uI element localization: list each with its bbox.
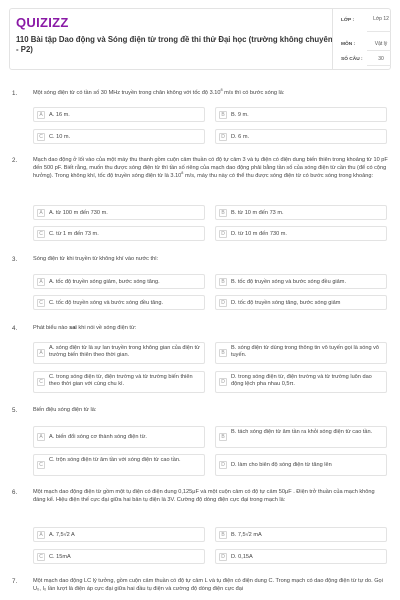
option-letter: B xyxy=(219,111,227,119)
option-d[interactable] xyxy=(215,129,387,144)
option-d[interactable] xyxy=(215,226,387,241)
superscript: 8 xyxy=(181,170,184,175)
question-emphasis: sai xyxy=(69,325,77,331)
option-text: A. từ 100 m đến 730 m. xyxy=(49,209,108,216)
option-text: C. 15mA xyxy=(49,553,71,560)
option-a[interactable] xyxy=(33,426,205,448)
option-d[interactable] xyxy=(215,295,387,310)
question-number: 3. xyxy=(12,256,18,263)
option-c[interactable] xyxy=(33,295,205,310)
option-letter: C xyxy=(37,299,45,307)
quizizz-logo: QUIZIZZ xyxy=(16,15,69,30)
meta-panel xyxy=(332,9,391,70)
class-value: Lớp 12 xyxy=(373,16,389,22)
question-text-part: khi nói về sóng điện từ: xyxy=(76,325,137,331)
option-d[interactable] xyxy=(215,454,387,476)
option-letter: D xyxy=(219,553,227,561)
option-text: C. trộn sóng điện từ âm tần với sóng điện từ cao tần. xyxy=(49,456,181,463)
subject-value: Vật lý xyxy=(374,41,388,47)
option-text: A. biến đổi sóng cơ thành sóng điện từ. xyxy=(49,434,147,440)
option-letter: A xyxy=(37,531,45,539)
option-letter: D xyxy=(219,299,227,307)
option-letter: B xyxy=(219,278,227,286)
option-a[interactable] xyxy=(33,342,205,364)
option-text: C. từ 1 m đến 73 m. xyxy=(49,230,99,237)
option-c[interactable] xyxy=(33,226,205,241)
option-a[interactable] xyxy=(33,107,205,122)
option-b[interactable] xyxy=(215,274,387,289)
question-text xyxy=(33,90,388,98)
option-text: A. tốc độ truyền sóng giảm, bước sóng tăng. xyxy=(49,278,160,285)
superscript: 8 xyxy=(220,88,223,93)
question-number: 4. xyxy=(12,325,18,332)
option-a[interactable] xyxy=(33,527,205,542)
count-value: 30 xyxy=(378,56,384,62)
worksheet-title: 110 Bài tập Dao động và Sóng điện từ trong đề thi thử Đại học (trường không chuyên - P2) xyxy=(16,35,333,54)
option-letter: B xyxy=(219,349,227,357)
option-letter: B xyxy=(219,531,227,539)
option-letter: B xyxy=(219,433,227,441)
option-c[interactable] xyxy=(33,549,205,564)
option-letter: A xyxy=(37,349,45,357)
option-letter: C xyxy=(37,133,45,141)
question-text xyxy=(33,157,388,180)
option-letter: A xyxy=(37,278,45,286)
option-text: D. từ 10 m đến 730 m. xyxy=(231,230,287,237)
question-text-part: m/s, máy thu này có thể thu được sóng điện từ có bước sóng trong khoảng: xyxy=(183,172,374,179)
option-b[interactable] xyxy=(215,205,387,220)
question-text-part: Mạch dao động ở lối vào của một máy thu thanh gồm cuộn cảm thuần có độ tự cảm 3 và tụ điện có điện dung biến thiên trong khoảng từ 10 pF đến 500 pF. Biết rằng, muốn thu được sóng điện từ thì tần số riêng của mạch dao động phải bằng tần số của sóng điện từ cần thu (để có cộng hưởng). Trong không khí, tốc độ truyền sóng điện từ là 3.10 xyxy=(33,157,388,179)
question-text-part: Một sóng điện từ có tần số 30 MHz truyền trong chân không với tốc độ 3.10 xyxy=(33,90,221,96)
option-d[interactable] xyxy=(215,549,387,564)
option-text: B. tách sóng điện từ âm tần ra khỏi sóng điện từ cao tần. xyxy=(231,428,373,435)
count-underline xyxy=(367,65,391,66)
class-underline xyxy=(367,31,391,32)
question-number: 1. xyxy=(12,90,18,97)
option-letter: D xyxy=(219,230,227,238)
option-b[interactable] xyxy=(215,107,387,122)
option-text: B. sóng điện từ dùng trong thông tin vô tuyến gọi là sóng vô tuyến. xyxy=(231,344,380,358)
question-text: Một mạch dao động LC lý tưởng, gồm cuộn cảm thuần có độ tự cảm L và tụ điện có điện dung C. Trong mạch có dao động điện từ tự do. Gọi U₀, I₀ lần lượt là điện áp cực đại giữa hai đầu tụ điện và cường độ dòng điện cực đại xyxy=(33,578,383,592)
option-d[interactable] xyxy=(215,371,387,393)
question-text xyxy=(33,325,388,333)
option-text: D. làm cho biên độ sóng điện từ tăng lên xyxy=(231,462,332,468)
question-number: 5. xyxy=(12,407,18,414)
option-text: B. tốc độ truyền sóng và bước sóng đều giảm. xyxy=(231,278,347,285)
option-text: B. 7,5√2 mA xyxy=(231,531,262,538)
question-number: 6. xyxy=(12,489,18,496)
option-b[interactable] xyxy=(215,426,387,448)
option-letter: B xyxy=(219,209,227,217)
question-text-part: m/s thì có bước sóng là: xyxy=(222,90,285,96)
option-letter: A xyxy=(37,433,45,441)
option-letter: C xyxy=(37,461,45,469)
option-letter: C xyxy=(37,230,45,238)
question-number: 7. xyxy=(12,578,18,585)
option-text: D. tốc độ truyền sóng tăng, bước sóng giảm xyxy=(231,299,341,306)
option-letter: A xyxy=(37,111,45,119)
option-text: C. 10 m. xyxy=(49,133,71,140)
question-text: Biến điệu sóng điện từ là: xyxy=(33,407,97,413)
option-b[interactable] xyxy=(215,342,387,364)
question-number: 2. xyxy=(12,157,18,164)
class-label: LỚP : xyxy=(341,18,355,23)
option-text: B. 9 m. xyxy=(231,111,249,118)
option-letter: A xyxy=(37,209,45,217)
question-text: Sóng điện từ khi truyền từ không khí vào nước thì: xyxy=(33,256,159,262)
option-c[interactable] xyxy=(33,371,205,393)
question-text-part: Phát biểu nào xyxy=(33,325,70,331)
option-letter: D xyxy=(219,461,227,469)
option-b[interactable] xyxy=(215,527,387,542)
option-letter: C xyxy=(37,378,45,386)
question-text: Một mạch dao động điện từ gồm một tụ điện có điện dung 0,125μF và một cuộn cảm có độ tự cảm 50μF . Điện trở thuần của mạch không đáng kể. Hiệu điện thế cực đại giữa hai bản tụ điện là 3V. Cường độ dòng điện cực đại trong mạch là: xyxy=(33,489,375,503)
option-text: D. 0,15A xyxy=(231,553,253,560)
option-letter: D xyxy=(219,378,227,386)
option-text: A. sóng điện từ là sự lan truyền trong không gian của điện từ trường biến thiên theo thời gian. xyxy=(49,344,200,358)
option-text: A. 7,5√2 A xyxy=(49,531,75,538)
option-text: B. từ 10 m đến 73 m. xyxy=(231,209,284,216)
subject-underline xyxy=(367,50,391,51)
option-c[interactable] xyxy=(33,454,205,476)
option-c[interactable] xyxy=(33,129,205,144)
option-letter: C xyxy=(37,553,45,561)
option-text: C. trong sóng điện từ, điện trường và từ trường biến thiên theo thời gian với cùng chu kì. xyxy=(49,373,193,387)
option-text: D. 6 m. xyxy=(231,133,250,140)
option-letter: D xyxy=(219,133,227,141)
option-a[interactable] xyxy=(33,205,205,220)
option-text: C. tốc độ truyền sóng và bước sóng đều tăng. xyxy=(49,299,164,306)
subject-label: MÔN : xyxy=(341,42,356,47)
option-a[interactable] xyxy=(33,274,205,289)
worksheet-header xyxy=(9,8,391,70)
option-text: A. 16 m. xyxy=(49,111,70,118)
count-label: SỐ CÂU : xyxy=(341,57,363,62)
option-text: D. trong sóng điện từ, điện trường và từ trường luôn dao động lệch pha nhau 0,5π. xyxy=(231,373,372,387)
